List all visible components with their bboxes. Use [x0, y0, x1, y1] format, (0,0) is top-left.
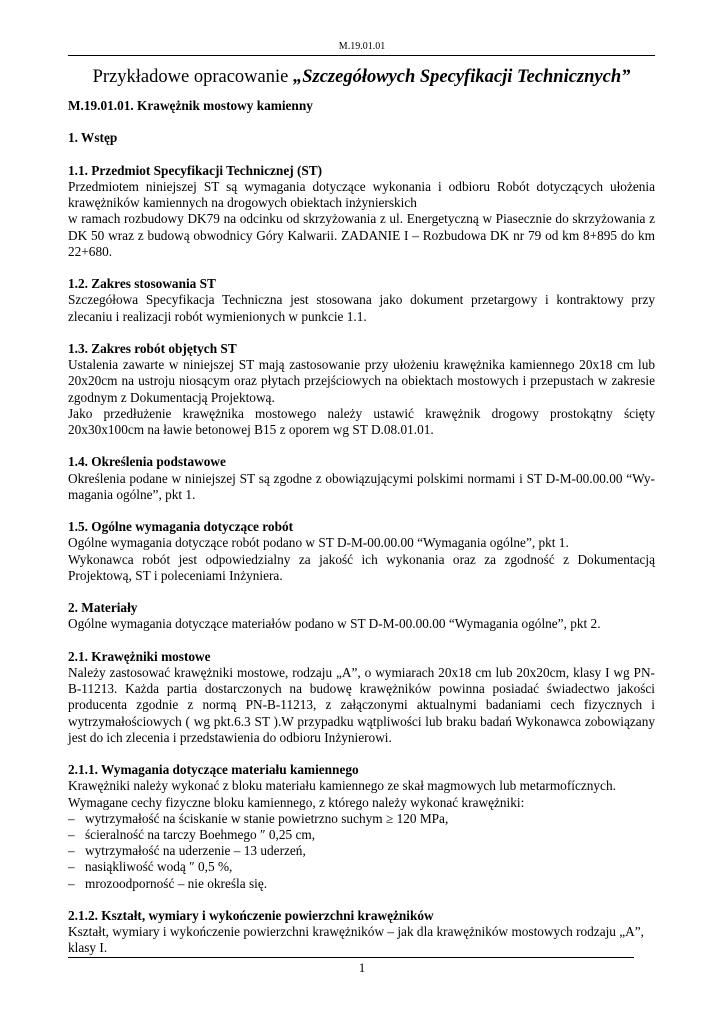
paragraph-line: klasy I.	[68, 940, 108, 956]
paragraph-line: producenta zgodnie z normą PN-B-11213, z załączonymi aktualnymi badaniami cech fizycznych i	[68, 697, 655, 713]
section-1-4	[68, 454, 655, 503]
title-emphasis: „Szczegółowych Specyfikacji Technicznych”	[292, 67, 631, 87]
list-dash: –	[68, 810, 75, 826]
section-1-3-heading: 1.3. Zakres robót objętych ST	[68, 340, 237, 356]
paragraph-line: Określenia podane w niniejszej ST są zgodne z obowiązującymi polskimi normami i ST D-M-00.00.00 “Wy-	[68, 470, 655, 486]
paragraph-line: DK 50 wraz z budową obwodnicy Góry Kalwarii. ZADANIE I – Rozbudowa DK nr 79 od km 8+895 do km	[68, 227, 655, 243]
paragraph-line: 20x20cm na ustroju niosącym oraz płytach przejściowych na obiektach mostowych i przepustach w zakresie	[68, 373, 655, 389]
list-item-text: wytrzymałość na ściskanie w stanie powietrzno suchym ≥ 120 MPa,	[85, 810, 449, 826]
section-2-1-heading: 2.1. Krawężniki mostowe	[68, 648, 211, 664]
section-2-1-1	[68, 762, 655, 892]
paragraph-line: zlecaniu i realizacji robót wymienionych w punkcie 1.1.	[68, 308, 367, 324]
title-plain: Przykładowe opracowanie	[92, 67, 293, 87]
section-1-3	[68, 341, 655, 438]
paragraph-line: jest do ich zlecenia i przedstawienia do odbioru Inżynierowi.	[68, 729, 392, 745]
paragraph-line: Kształt, wymiary i wykończenie powierzchni krawężników – jak dla krawężników mostowych rodzaju „A”,	[68, 924, 645, 940]
paragraph-line: w ramach rozbudowy DK79 na odcinku od skrzyżowania z ul. Energetyczną w Piasecznie do skrzyżowania z	[68, 211, 655, 227]
list-item-text: nasiąkliwość wodą ″ 0,5 %,	[85, 859, 233, 875]
paragraph-line: Wykonawca robót jest odpowiedzialny za jakość ich wykonania oraz za zgodność z Dokumentacją	[68, 551, 655, 567]
list-item	[68, 827, 655, 843]
paragraph-line: B-11213. Każda partia dostarczonych na budowę krawężników powinna posiadać świadectwo jakości	[68, 681, 655, 697]
paragraph-line: Wymagane cechy fizyczne bloku kamiennego, z którego należy wykonać krawężniki:	[68, 794, 525, 810]
list-item-text: ścieralność na tarczy Boehmego ″ 0,25 cm,	[85, 827, 316, 842]
list-dash: –	[68, 859, 75, 875]
section-1-2	[68, 276, 655, 325]
paragraph-line: Należy zastosować krawężniki mostowe, rodzaju „A”, o wymiarach 20x18 cm lub 20x20cm, klasy I wg PN-	[68, 664, 655, 680]
document-title	[68, 65, 655, 89]
paragraph-line: Ogólne wymagania dotyczące materiałów podano w ST D-M-00.00.00 “Wymagania ogólne”, pkt 2.	[68, 616, 601, 632]
section-1-2-heading: 1.2. Zakres stosowania ST	[68, 276, 216, 292]
paragraph-line: 22+680.	[68, 243, 113, 259]
stone-properties-list	[68, 811, 655, 892]
section-1-4-heading: 1.4. Określenia podstawowe	[68, 454, 226, 470]
list-item	[68, 811, 655, 827]
paragraph-line: Przedmiotem niniejszej ST są wymagania dotyczące wykonania i odbioru Robót dotyczących ułożenia	[68, 178, 655, 194]
paragraph-line: Ogólne wymagania dotyczące robót podano w ST D-M-00.00.00 “Wymagania ogólne”, pkt 1.	[68, 535, 569, 551]
list-dash: –	[68, 875, 75, 891]
list-item	[68, 843, 655, 859]
section-1-5	[68, 519, 655, 584]
list-dash: –	[68, 843, 75, 859]
list-item-text: mrozoodporność – nie określa się.	[85, 875, 268, 891]
section-2-1-2	[68, 908, 655, 957]
section-1-1	[68, 163, 655, 260]
paragraph-line: Projektową, ST i poleceniami Inżyniera.	[68, 567, 283, 583]
paragraph-line: wytrzymałościowych ( wg pkt.6.3 ST ).W przypadku wątpliwości lub braku badań Wykonawca zobowiązany	[68, 713, 655, 729]
header-divider	[68, 55, 655, 56]
list-item	[68, 876, 655, 892]
paragraph-line: Krawężniki należy wykonać z bloku materiału kamiennego ze skał magmowych lub metarmofícznych.	[68, 778, 616, 794]
header-document-code: M.19.01.01	[338, 41, 386, 52]
section-2-1-1-heading: 2.1.1. Wymagania dotyczące materiału kamiennego	[68, 762, 359, 778]
paragraph-line: Jako przedłużenie krawężnika mostowego należy ustawić krawężnik drogowy prostokątny ścięty	[68, 405, 655, 421]
paragraph-line: zgodnym z Dokumentacją Projektową.	[68, 389, 275, 405]
footer-divider	[68, 957, 634, 958]
doc-heading: M.19.01.01. Krawężnik mostowy kamienny	[68, 98, 313, 113]
paragraph-line: Szczegółowa Specyfikacja Techniczna jest stosowana jako dokument przetargowy i kontraktowy przy	[68, 292, 655, 308]
page-number: 1	[358, 960, 366, 975]
section-2-heading: 2. Materiały	[68, 600, 138, 616]
paragraph-line: magania ogólne”, pkt 1.	[68, 486, 196, 502]
paragraph-line: 20x30x100cm na ławie betonowej B15 z oporem wg ST D.08.01.01.	[68, 422, 434, 437]
section-1-1-heading: 1.1. Przedmiot Specyfikacji Technicznej (ST)	[68, 162, 323, 178]
paragraph-line: krawężników kamiennych na drogowych obiektach inżynierskich	[68, 195, 417, 211]
paragraph-line: Ustalenia zawarte w niniejszej ST mają zastosowanie przy ułożeniu krawężnika kamiennego 20x18 cm lub	[68, 357, 655, 373]
list-item-text: wytrzymałość na uderzenie – 13 uderzeń,	[85, 843, 306, 859]
section-2	[68, 600, 655, 632]
section-1-5-heading: 1.5. Ogólne wymagania dotyczące robót	[68, 519, 294, 535]
list-dash: –	[68, 827, 75, 842]
section-2-1	[68, 649, 655, 746]
document-body	[68, 98, 655, 957]
section-2-1-2-heading: 2.1.2. Kształt, wymiary i wykończenie powierzchni krawężników	[68, 908, 434, 923]
section-1-heading: 1. Wstęp	[68, 130, 118, 146]
list-item	[68, 859, 655, 875]
